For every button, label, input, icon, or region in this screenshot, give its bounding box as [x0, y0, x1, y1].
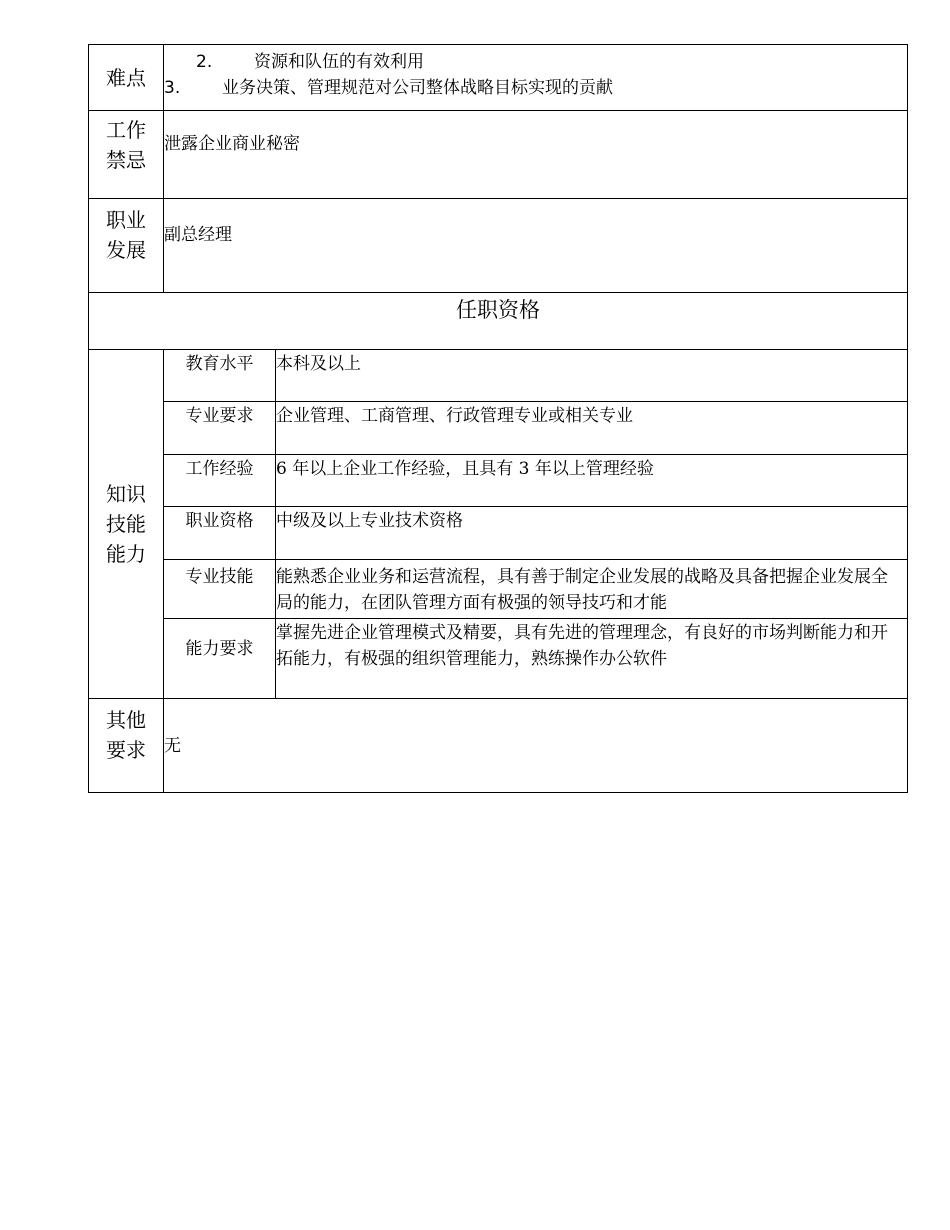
major-label: 专业要求	[164, 402, 276, 455]
difficulty-label: 难点	[89, 45, 164, 111]
education-value: 本科及以上	[276, 350, 908, 402]
career-row	[89, 199, 908, 293]
experience-label: 工作经验	[164, 455, 276, 507]
other-row	[89, 699, 908, 793]
knowledge-row	[89, 619, 908, 699]
taboo-value: 泄露企业商业秘密	[164, 111, 908, 199]
education-label: 教育水平	[164, 350, 276, 402]
knowledge-row	[89, 455, 908, 507]
certificate-value: 中级及以上专业技术资格	[276, 507, 908, 560]
taboo-label: 工作 禁忌	[89, 111, 164, 199]
certificate-label: 职业资格	[164, 507, 276, 560]
career-value: 副总经理	[164, 199, 908, 293]
major-value: 企业管理、工商管理、行政管理专业或相关专业	[276, 402, 908, 455]
skill-value: 能熟悉企业业务和运营流程，具有善于制定企业发展的战略及具备把握企业发展全局的能力，在团队管理方面有极强的领导技巧和才能	[276, 560, 908, 619]
knowledge-row	[89, 350, 908, 402]
other-label: 其他 要求	[89, 699, 164, 793]
difficulty-content	[164, 45, 908, 111]
knowledge-label: 知识 技能 能力	[89, 350, 164, 699]
job-description-table	[88, 44, 908, 793]
skill-label: 专业技能	[164, 560, 276, 619]
career-label: 职业 发展	[89, 199, 164, 293]
difficulty-item: 2. 资源和队伍的有效利用	[196, 52, 424, 72]
taboo-row	[89, 111, 908, 199]
qualification-title-row	[89, 293, 908, 350]
knowledge-row	[89, 402, 908, 455]
ability-value: 掌握先进企业管理模式及精要，具有先进的管理理念，有良好的市场判断能力和开拓能力，有极强的组织管理能力，熟练操作办公软件	[276, 619, 908, 699]
knowledge-row	[89, 507, 908, 560]
experience-value: 6 年以上企业工作经验，且具有 3 年以上管理经验	[276, 455, 908, 507]
other-value: 无	[164, 699, 908, 793]
ability-label: 能力要求	[164, 619, 276, 699]
difficulty-row	[89, 45, 908, 111]
qualification-title: 任职资格	[89, 293, 908, 350]
difficulty-item: 3. 业务决策、管理规范对公司整体战略目标实现的贡献	[164, 78, 613, 98]
knowledge-row	[89, 560, 908, 619]
